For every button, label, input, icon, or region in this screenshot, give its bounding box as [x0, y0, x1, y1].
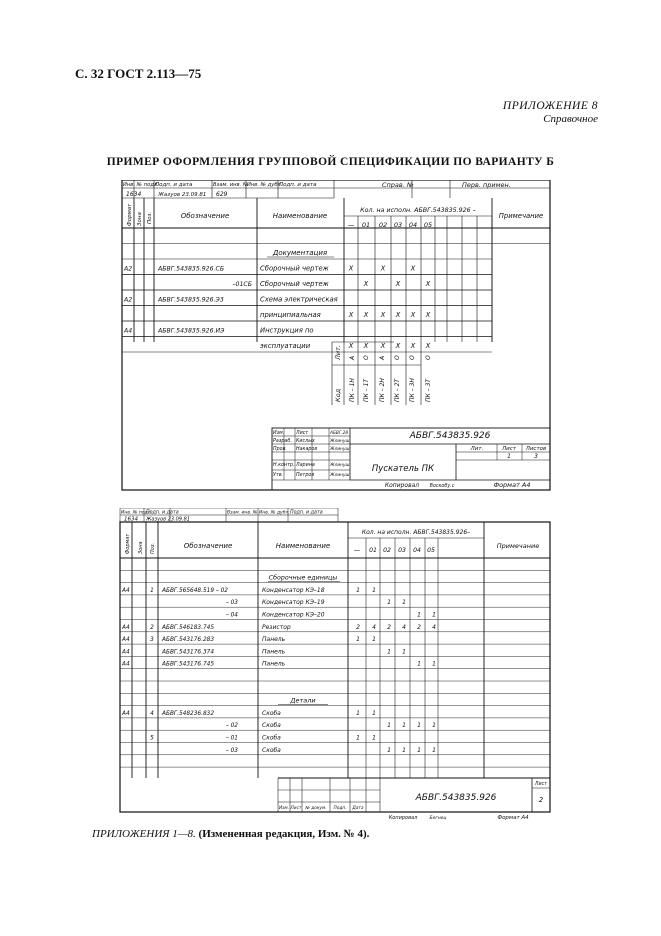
row-mark: 4: [402, 623, 406, 631]
row-format: A2: [124, 265, 133, 273]
row-mark: 1: [387, 722, 391, 730]
row-mark: X: [395, 311, 401, 319]
row-mark: 1: [387, 648, 391, 656]
row-mark: X: [348, 342, 354, 350]
row-mark: 1: [402, 722, 406, 730]
variant-head: 01: [369, 547, 377, 554]
code-item: ПК – 2Т: [394, 378, 401, 402]
row-mark: 1: [372, 709, 376, 717]
tb-sign: Жлинуш: [330, 447, 350, 452]
appendix-title: ПРИЛОЖЕНИЕ 8: [502, 100, 598, 112]
col-head-format: Формат: [125, 533, 131, 554]
specification-sheet-2: [118, 508, 552, 820]
row-naimenovanie: Сборочный чертеж: [260, 264, 329, 273]
row-oboznachenie: АБВГ.543176.283: [162, 637, 215, 644]
page-header: С. 32 ГОСТ 2.113—75: [75, 66, 202, 81]
row-naimenovanie: Конденсатор КЭ–20: [262, 611, 325, 619]
tb-head: № докум.: [305, 806, 327, 811]
variant-head: 03: [393, 221, 403, 229]
list-value: 1: [507, 453, 511, 460]
code-item: ПК – 2Н: [379, 378, 386, 402]
format-label: Формат А4: [497, 815, 529, 820]
tb-head: Лист: [290, 806, 302, 811]
stamp-head-vzam: Взам. инв. №: [227, 510, 258, 516]
row-naimenovanie: принципиальная: [260, 311, 321, 319]
stamp-head-podp: Подп. и дата: [146, 510, 179, 516]
title-name: Пускатель ПК: [371, 464, 435, 474]
lit-item: О: [394, 355, 401, 360]
code-label: Код: [334, 388, 342, 402]
tb-person: Кислых: [296, 439, 315, 444]
row-mark: X: [425, 280, 431, 288]
row-naimenovanie: Скоба: [262, 734, 281, 742]
tb-head: Изм.: [278, 806, 290, 811]
row-mark: X: [395, 280, 401, 288]
row-oboznachenie: АБВГ.543835.926.Э3: [158, 296, 224, 304]
row-mark: 2: [387, 623, 391, 631]
lit-header: Лит.: [470, 446, 484, 452]
row-mark: X: [425, 342, 431, 350]
variant-head: —: [347, 221, 355, 229]
tb-sign: Жлинуш: [330, 463, 350, 468]
copied-sign: Бегнец: [429, 816, 447, 820]
list-header: Лист: [534, 782, 548, 787]
row-mark: X: [410, 342, 416, 350]
footer-note: [92, 828, 369, 840]
row-oboznachenie: АБВГ.543835.926.ИЭ: [158, 327, 225, 335]
row-mark: 1: [417, 611, 421, 619]
row-format: A4: [122, 661, 130, 668]
row-mark: X: [363, 280, 369, 288]
stamp-inv-value: 1634: [126, 191, 142, 198]
row-naimenovanie: Конденсатор КЭ–18: [262, 586, 325, 594]
lit-item: О: [425, 355, 432, 360]
tb-person: Лист: [296, 431, 309, 436]
lit-item: А: [349, 355, 356, 360]
row-mark: 1: [372, 636, 376, 644]
title-designation: АБВГ.543835.926: [409, 431, 491, 441]
row-naimenovanie: Скоба: [262, 746, 281, 754]
tb-role: Пров.: [273, 447, 287, 452]
section-detali: Детали: [290, 696, 316, 705]
row-mark: X: [410, 264, 416, 273]
listov-value: 3: [534, 453, 538, 460]
tb-person: Ларина: [296, 463, 315, 468]
col-head-naimenovanie: Наименование: [275, 542, 331, 550]
row-mark: 1: [417, 660, 421, 668]
row-naimenovanie: Инструкция по: [260, 326, 314, 335]
stamp-head-podp2: Подп. и дата: [290, 510, 323, 516]
row-mark: 1: [356, 709, 360, 717]
row-mark: X: [348, 311, 354, 319]
row-poz: 4: [150, 710, 154, 717]
row-oboznachenie: АБВГ.543176.374: [162, 649, 215, 656]
row-mark: 1: [356, 586, 360, 594]
section-dokumentaciya: Документация: [272, 249, 328, 257]
row-mark: 1: [356, 636, 360, 644]
row-poz: 5: [150, 735, 154, 742]
tb-role: Утв.: [273, 473, 284, 478]
row-mark: X: [425, 311, 431, 319]
row-format: A4: [122, 710, 130, 717]
tb-sign: Жлинуш: [330, 439, 350, 444]
stamp-sign: Жазуов 23.09.81: [146, 516, 190, 523]
row-oboznachenie: АБВГ.543835.926.СБ: [158, 265, 225, 273]
row-naimenovanie: Панель: [262, 636, 286, 644]
stamp-vzam-value: 629: [216, 191, 228, 198]
stamp-head-inv-podl: Инв. № подл.: [121, 510, 153, 516]
row-mark: 1: [372, 734, 376, 742]
row-mark: 2: [417, 623, 421, 631]
tb-head: Дата: [352, 806, 364, 811]
col-head-kol: Кол. на исполн. АБВГ.543835.926 –: [360, 207, 476, 214]
stamp-head-podp2: Подп. и дата: [279, 182, 317, 188]
row-oboznachenie: АБВГ.546183.745: [162, 624, 215, 631]
row-naimenovanie: Схема электрическая: [260, 295, 338, 304]
row-format: A4: [122, 587, 130, 594]
specification-sheet-1: [112, 180, 552, 492]
copied-label: Копировал: [384, 482, 420, 489]
row-mark: 1: [432, 660, 436, 668]
col-head-oboznachenie: Обозначение: [180, 212, 230, 220]
row-naimenovanie: Скоба: [262, 709, 281, 717]
row-format: A2: [124, 296, 133, 304]
variant-head: 03: [398, 547, 406, 554]
stamp-head-podp: Подп. и дата: [155, 182, 193, 188]
perv-primen-label: Перв. примен.: [462, 181, 511, 189]
variant-head: —: [353, 547, 361, 554]
row-format: A4: [122, 624, 130, 631]
col-head-poz: Поз.: [147, 211, 153, 224]
variant-head: 01: [361, 221, 371, 229]
row-mark: 1: [417, 722, 421, 730]
row-oboznachenie: – 03: [225, 600, 238, 607]
row-format: A4: [122, 637, 130, 644]
row-oboznachenie: АБВГ.565648.519 – 02: [162, 587, 228, 594]
row-mark: X: [380, 264, 386, 273]
row-mark: 1: [387, 599, 391, 607]
row-format: A4: [122, 649, 130, 656]
stamp-head-dubl: Инв. № дубл.: [259, 510, 290, 516]
lit-label: Лит.: [334, 345, 342, 360]
stamp-sign: Жазуов 23.09.81: [158, 192, 207, 198]
tb-role: Н.контр.: [273, 463, 295, 468]
row-mark: 1: [432, 746, 436, 754]
row-naimenovanie: Резистор: [262, 623, 291, 631]
section-sborochnye: Сборочные единицы: [268, 574, 338, 582]
code-item: ПК – 3Н: [409, 378, 416, 402]
col-head-naimenovanie: Наименование: [272, 212, 328, 220]
row-mark: X: [380, 342, 386, 350]
tb-sign: АБВГ.28: [330, 431, 349, 436]
lit-item: А: [379, 355, 386, 360]
row-oboznachenie: АБВГ.543176.745: [162, 661, 215, 668]
tb-person: Петров: [296, 473, 315, 478]
row-oboznachenie: – 04: [225, 612, 238, 619]
lit-item: О: [409, 355, 416, 360]
row-poz: 3: [150, 637, 154, 644]
copied-sign: Воскобу.с: [429, 484, 455, 489]
tb-role: Разраб.: [273, 439, 292, 444]
row-oboznachenie: АБВГ.548236.832: [162, 710, 215, 717]
row-mark: X: [363, 342, 369, 350]
variant-head: 02: [378, 221, 388, 229]
row-oboznachenie: – 02: [225, 723, 238, 730]
row-naimenovanie: Скоба: [262, 722, 281, 730]
col-head-oboznachenie: Обозначение: [183, 542, 233, 550]
row-mark: 4: [372, 623, 376, 631]
tb-role: Изм.: [273, 431, 285, 436]
row-mark: 1: [402, 746, 406, 754]
listov-header: Листов: [525, 446, 547, 452]
row-poz: 1: [150, 587, 154, 594]
row-mark: 1: [402, 648, 406, 656]
row-naimenovanie: эксплуатации: [260, 342, 311, 350]
variant-head: 02: [383, 547, 391, 554]
variant-head: 05: [427, 547, 435, 554]
row-oboznachenie: – 03: [225, 747, 238, 754]
col-head-kol: Кол. на исполн. АБВГ.543835.926–: [361, 529, 471, 536]
stamp-head-vzam: Взам. инв. №: [213, 182, 249, 188]
col-head-poz: Поз.: [150, 542, 156, 554]
variant-head: 05: [423, 221, 433, 229]
row-format: A4: [124, 327, 133, 335]
stamp-inv-value: 1634: [124, 516, 138, 523]
row-mark: 1: [432, 611, 436, 619]
title-designation: АБВГ.543835.926: [415, 793, 497, 803]
col-head-format: Формат: [127, 203, 133, 226]
stamp-head-dubl: Инв. № дубл.: [247, 182, 283, 188]
code-item: ПК – 3Т: [425, 378, 432, 402]
appendix-subtitle: Справочное: [543, 113, 598, 125]
code-item: ПК – 1Т: [363, 378, 370, 402]
copied-label: Копировал: [388, 815, 418, 820]
lit-item: О: [363, 355, 370, 360]
row-poz: 2: [150, 624, 154, 631]
document-title: ПРИМЕР ОФОРМЛЕНИЯ ГРУППОВОЙ СПЕЦИФИКАЦИИ ПО ВАРИАНТУ Б: [106, 156, 555, 168]
row-mark: 1: [372, 586, 376, 594]
tb-sign: Жлинуш: [330, 473, 350, 478]
row-oboznachenie: –01СБ: [232, 281, 252, 288]
variant-head: 04: [413, 547, 421, 554]
stamp-head-inv-podl: Инв. № подл.: [123, 182, 159, 188]
row-mark: X: [380, 311, 386, 319]
col-head-zona: Зона: [137, 212, 143, 226]
list-header: Лист: [502, 446, 516, 452]
row-mark: X: [348, 264, 354, 273]
row-oboznachenie: – 01: [225, 735, 238, 742]
sprav-no-label: Справ. №: [382, 181, 414, 189]
variant-head: 04: [408, 221, 418, 229]
row-mark: X: [395, 342, 401, 350]
row-mark: 1: [402, 599, 406, 607]
footer-italic: ПРИЛОЖЕНИЯ 1—8.: [92, 828, 196, 840]
col-head-zona: Зона: [138, 541, 144, 554]
row-naimenovanie: Сборочный чертеж: [260, 280, 329, 288]
footer-bold: (Измененная редакция, Изм. № 4).: [198, 828, 370, 840]
row-naimenovanie: Панель: [262, 648, 286, 656]
row-mark: 1: [387, 746, 391, 754]
row-naimenovanie: Панель: [262, 660, 286, 668]
list-value: 2: [538, 796, 544, 804]
row-mark: X: [363, 311, 369, 319]
row-mark: 2: [356, 623, 360, 631]
row-mark: X: [410, 311, 416, 319]
row-mark: 1: [417, 746, 421, 754]
row-mark: 4: [432, 623, 436, 631]
format-label: Формат А4: [493, 481, 531, 489]
row-mark: 1: [356, 734, 360, 742]
tb-head: Подп.: [333, 806, 347, 811]
col-head-primechanie: Примечание: [498, 212, 544, 220]
row-naimenovanie: Конденсатор КЭ–19: [262, 599, 325, 607]
tb-person: Накаров: [296, 447, 318, 452]
code-item: ПК – 1Н: [349, 378, 356, 402]
col-head-primechanie: Примечание: [496, 542, 540, 550]
row-mark: 1: [432, 722, 436, 730]
